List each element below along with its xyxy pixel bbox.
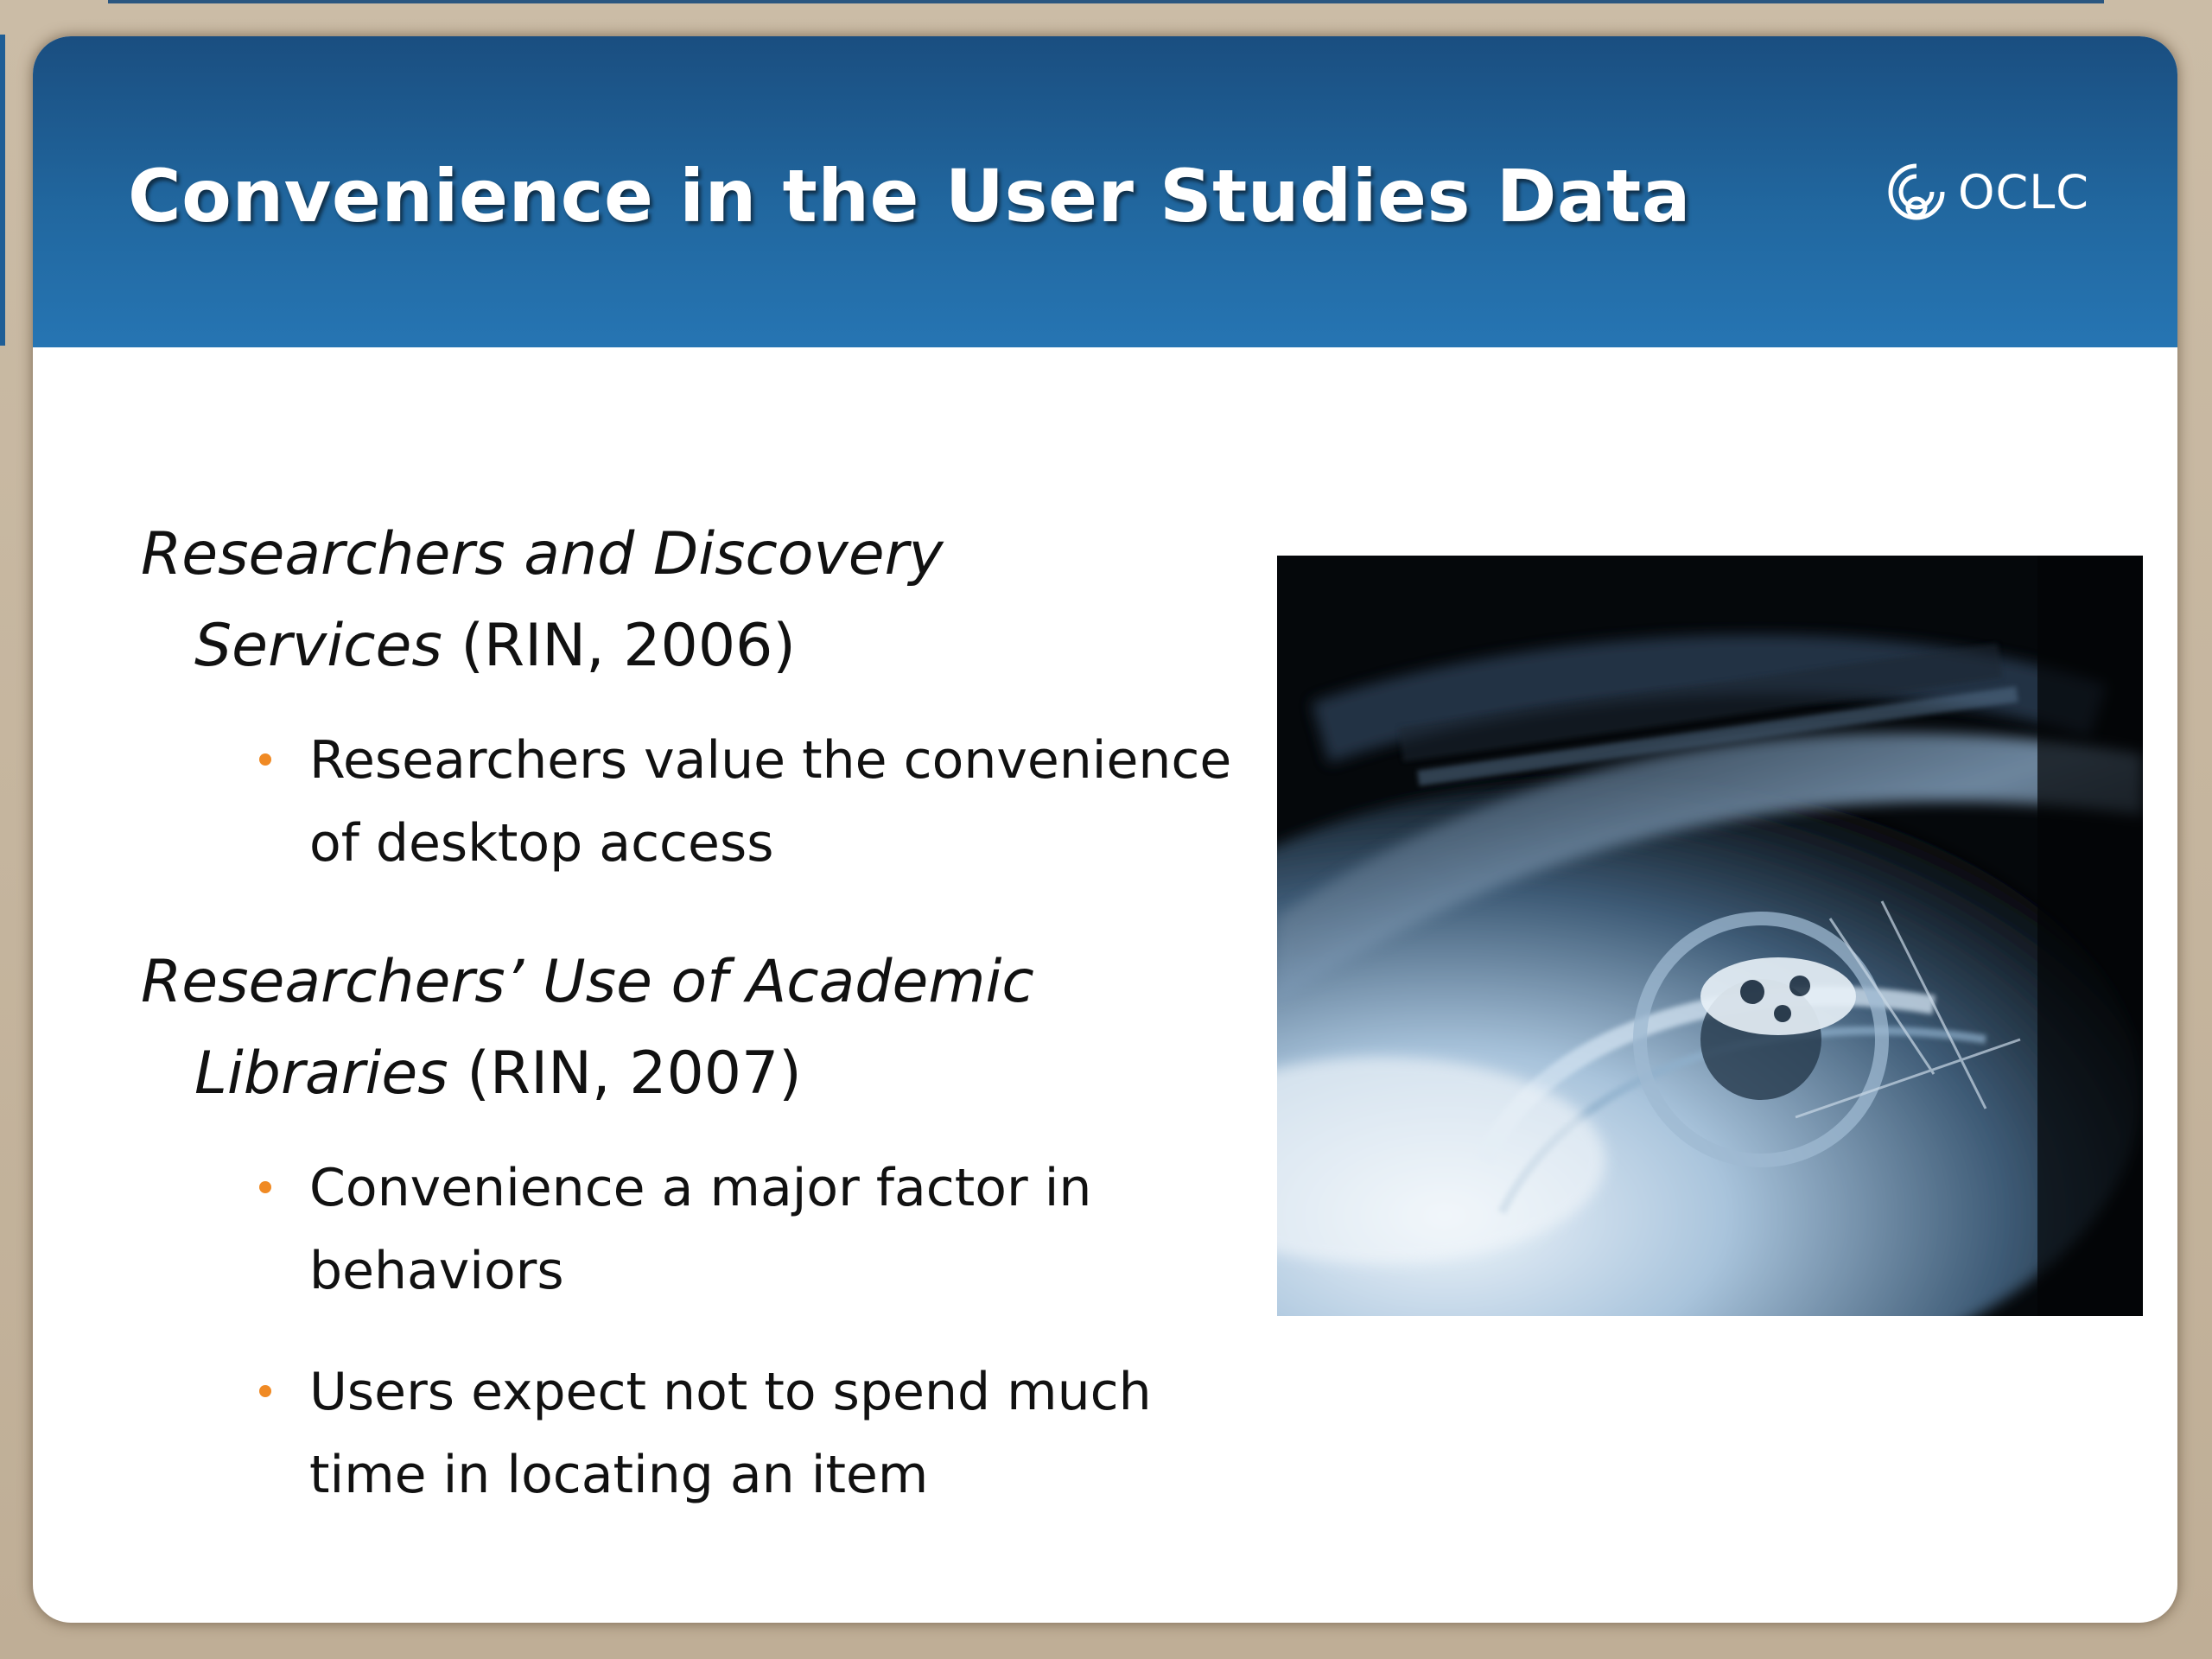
watch-mechanism-image (1277, 556, 2143, 1316)
bullet-dot-icon (259, 1181, 271, 1193)
section-2-heading-line2 (194, 1028, 802, 1120)
section-2-citation: (RIN, 2007) (448, 1039, 802, 1108)
section-2-title-line1: Researchers’ Use of Academic (141, 948, 1034, 1016)
bullet-item (309, 719, 1260, 885)
section-1-title-line2: Services (194, 612, 442, 680)
watch-mechanism-photo (1277, 556, 2143, 1316)
section-2-heading-line1 (141, 937, 1034, 1028)
bullet-dot-icon (259, 1385, 271, 1397)
bullet-text: Users expect not to spend much time in locating an item (309, 1362, 1152, 1505)
oclc-logo-icon (1882, 157, 1951, 226)
bullet-text: Researchers value the convenience of desktop access (309, 730, 1232, 874)
section-1-citation: (RIN, 2006) (442, 612, 796, 680)
oclc-logo (1882, 157, 2089, 226)
slide-title: Convenience in the User Studies Data (128, 154, 1691, 238)
bullet-dot-icon (259, 753, 271, 766)
bullet-item (309, 1147, 1260, 1313)
slide (33, 36, 2177, 1623)
bullet-text: Convenience a major factor in behaviors (309, 1158, 1092, 1301)
section-2-title-line2: Libraries (194, 1039, 448, 1108)
slide-content (33, 347, 2177, 1623)
slide-header (33, 36, 2177, 347)
top-edge-strip (108, 0, 2104, 3)
left-edge-strip (0, 35, 5, 346)
bullet-item (309, 1351, 1260, 1516)
oclc-logo-text: OCLC (1958, 164, 2089, 219)
section-1-title-line1: Researchers and Discovery (141, 520, 944, 588)
section-1-heading-line1 (141, 509, 944, 601)
section-1-heading-line2 (194, 601, 796, 692)
